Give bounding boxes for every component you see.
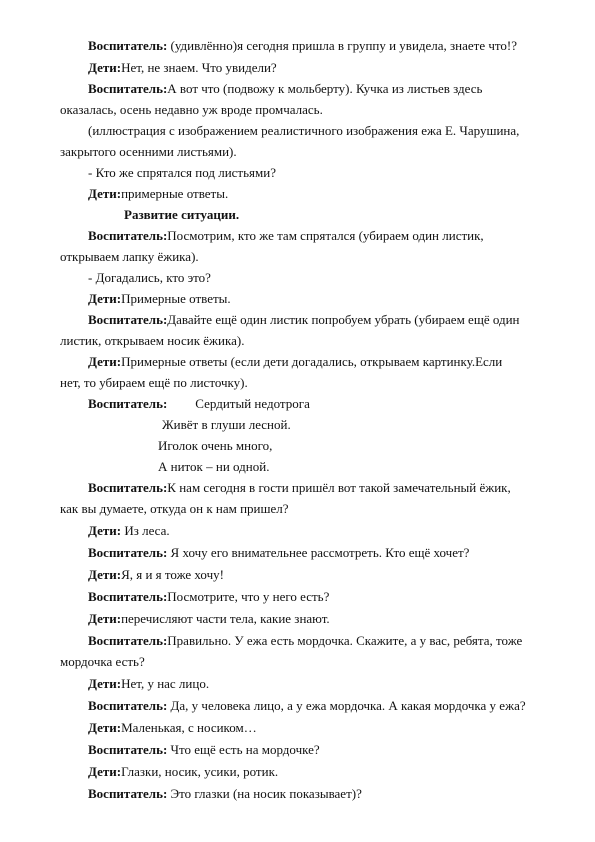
speaker-label: Воспитатель: <box>88 480 168 495</box>
speaker-label: Дети: <box>88 676 122 691</box>
paragraph-line <box>88 480 511 496</box>
paragraph-line <box>88 545 469 561</box>
line-text: Давайте ещё один листик попробуем убрать (убираем ещё один <box>167 312 520 327</box>
paragraph-line <box>88 742 320 758</box>
paragraph-line <box>88 270 211 286</box>
paragraph-line <box>88 720 257 736</box>
line-text: перечисляют части тела, какие знают. <box>121 611 330 626</box>
line-text: листик, открываем носик ёжика). <box>60 333 245 348</box>
paragraph-line <box>88 38 517 54</box>
line-text: открываем лапку ёжика). <box>60 249 199 264</box>
paragraph-line <box>88 567 224 583</box>
line-text: Посмотрим, кто же там спрятался (убираем один листик, <box>167 228 484 243</box>
speaker-label: Дети: <box>88 720 122 735</box>
line-text: Маленькая, с носиком… <box>121 720 257 735</box>
line-text: мордочка есть? <box>60 654 145 669</box>
speaker-label: Воспитатель: <box>88 698 168 713</box>
line-text: закрытого осенними листьями). <box>60 144 237 159</box>
speaker-label: Дети: <box>88 291 122 306</box>
line-text: Правильно. У ежа есть мордочка. Скажите, а у вас, ребята, тоже <box>167 633 523 648</box>
paragraph-line <box>88 523 170 539</box>
line-text: нет, то убираем ещё по листочку). <box>60 375 248 390</box>
speaker-label: Воспитатель: <box>88 396 168 411</box>
speaker-label: Воспитатель: <box>88 633 168 648</box>
line-text: - Кто же спрятался под листьями? <box>88 165 276 180</box>
speaker-label: Воспитатель: <box>88 545 168 560</box>
line-text: А вот что (подвожу к мольберту). Кучка из листьев здесь <box>167 81 483 96</box>
line-text: (удивлённо)я сегодня пришла в группу и увидела, знаете что!? <box>167 38 518 53</box>
line-text: Иголок очень много, <box>158 438 273 453</box>
line-text: Нет, не знаем. Что увидели? <box>121 60 277 75</box>
line-text: Глазки, носик, усики, ротик. <box>121 764 279 779</box>
line-text: Нет, у нас лицо. <box>121 676 210 691</box>
line-text: (иллюстрация с изображением реалистичного изображения ежа Е. Чарушина, <box>88 123 520 138</box>
speaker-label: Дети: <box>88 611 122 626</box>
poem-line <box>158 459 269 475</box>
speaker-label: Воспитатель: <box>88 228 168 243</box>
section-heading <box>124 207 239 223</box>
paragraph-line <box>88 186 228 202</box>
speaker-label: Воспитатель: <box>88 312 168 327</box>
line-text: Из леса. <box>121 523 170 538</box>
line-text: А ниток – ни одной. <box>158 459 270 474</box>
paragraph-line <box>88 633 522 649</box>
line-text: Я, я и я тоже хочу! <box>121 567 224 582</box>
paragraph-line <box>60 333 244 349</box>
speaker-label: Дети: <box>88 186 122 201</box>
speaker-label: Воспитатель: <box>88 742 168 757</box>
paragraph-line <box>88 165 276 181</box>
line-text: как вы думаете, откуда он к нам пришел? <box>60 501 289 516</box>
line-text: Живёт в глуши лесной. <box>162 417 291 432</box>
paragraph-line <box>60 102 323 118</box>
line-text: К нам сегодня в гости пришёл вот такой замечательный ёжик, <box>167 480 511 495</box>
poem-line <box>158 438 272 454</box>
paragraph-line <box>60 375 248 391</box>
paragraph-line <box>88 764 278 780</box>
paragraph-line <box>88 354 502 370</box>
speaker-label: Дети: <box>88 764 122 779</box>
speaker-label: Дети: <box>88 354 122 369</box>
paragraph-line <box>88 611 330 627</box>
paragraph-line <box>88 123 519 139</box>
speaker-label: Воспитатель: <box>88 589 168 604</box>
line-text: Примерные ответы. <box>121 291 231 306</box>
line-text: - Догадались, кто это? <box>88 270 211 285</box>
speaker-label: Воспитатель: <box>88 786 168 801</box>
speaker-label: Дети: <box>88 60 122 75</box>
paragraph-line <box>88 312 520 328</box>
line-text: Что ещё есть на мордочке? <box>167 742 320 757</box>
paragraph-line <box>60 501 289 517</box>
line-text: Это глазки (на носик показывает)? <box>167 786 362 801</box>
speaker-label: Воспитатель: <box>88 38 168 53</box>
paragraph-line <box>88 786 362 802</box>
paragraph-line <box>88 396 310 412</box>
paragraph-line <box>88 589 329 605</box>
line-text: Да, у человека лицо, а у ежа мордочка. А какая мордочка у ежа? <box>167 698 526 713</box>
paragraph-line <box>88 698 526 714</box>
paragraph-line <box>60 249 199 265</box>
poem-line <box>162 417 291 433</box>
line-text: Примерные ответы (если дети догадались, открываем картинку.Если <box>121 354 503 369</box>
paragraph-line <box>88 81 482 97</box>
speaker-label: Дети: <box>88 523 122 538</box>
paragraph-line <box>88 228 484 244</box>
speaker-label: Воспитатель: <box>88 81 168 96</box>
paragraph-line <box>60 144 237 160</box>
line-text: примерные ответы. <box>121 186 229 201</box>
line-text: Сердитый недотрога <box>195 396 310 411</box>
line-text: Посмотрите, что у него есть? <box>167 589 330 604</box>
paragraph-line <box>88 676 209 692</box>
paragraph-line <box>88 60 277 76</box>
section-heading-text: Развитие ситуации. <box>124 207 240 222</box>
line-text: оказалась, осень недавно уж вроде промчалась. <box>60 102 323 117</box>
paragraph-line <box>60 654 145 670</box>
paragraph-line <box>88 291 231 307</box>
speaker-label: Дети: <box>88 567 122 582</box>
line-text: Я хочу его внимательнее рассмотреть. Кто ещё хочет? <box>167 545 470 560</box>
